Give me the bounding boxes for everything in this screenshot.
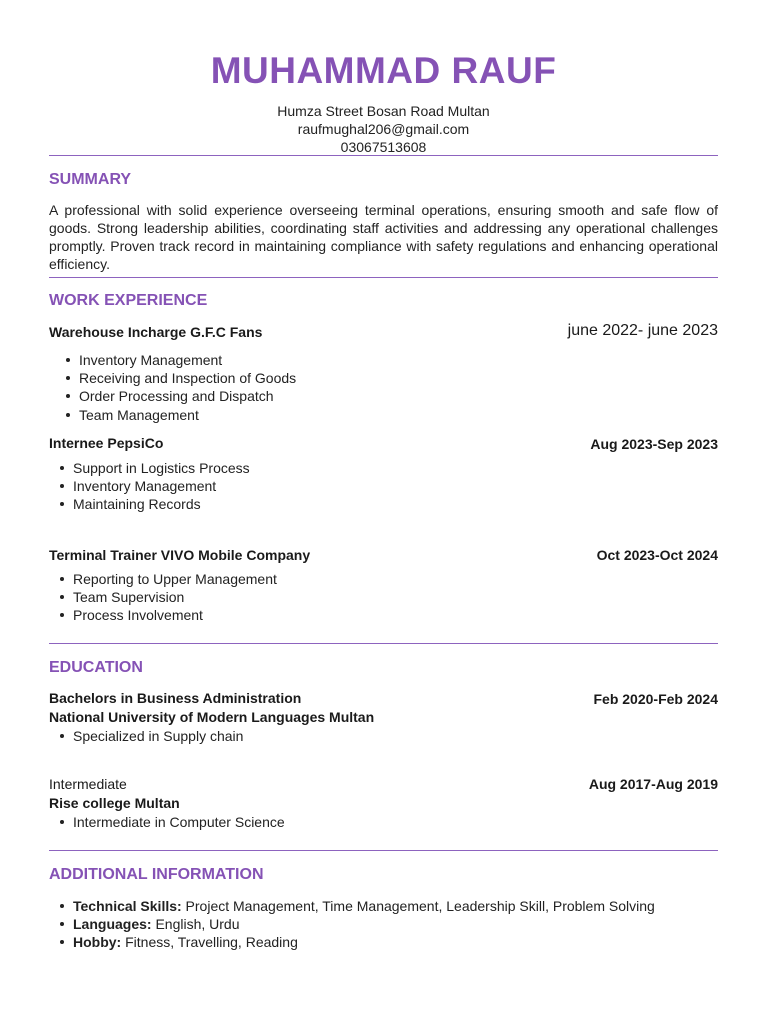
phone: 03067513608 [340, 139, 427, 155]
list-item: Team Management [79, 406, 296, 424]
job-dates: Aug 2023-Sep 2023 [590, 436, 718, 452]
email: raufmughal206@gmail.com [297, 121, 470, 137]
degree: Intermediate [49, 776, 127, 792]
summary-text: A professional with solid experience overseeing terminal operations, ensuring smooth and safe flow of goods. Strong leadership abilities, coordinating staff activities and addressing any operational challenges promptly. Proven track record in maintaining compliance with safety regulations and enhancing operational efficiency. [49, 202, 718, 272]
education-bullets [73, 813, 285, 831]
candidate-name: MUHAMMAD RAUF [210, 50, 557, 91]
job-bullets [73, 459, 250, 514]
divider-header [49, 155, 718, 156]
info-value: English, Urdu [151, 916, 240, 933]
education-heading: EDUCATION [49, 659, 143, 676]
list-item: Inventory Management [73, 477, 250, 495]
work-experience-heading: WORK EXPERIENCE [49, 292, 208, 309]
list-item: Support in Logistics Process [73, 460, 250, 476]
degree: Bachelors in Business Administration [49, 690, 302, 706]
education-bullets [73, 727, 243, 745]
info-key: Hobby: [73, 934, 122, 951]
school: National University of Modern Languages Multan [49, 709, 375, 725]
job-dates: Oct 2023-Oct 2024 [596, 547, 718, 563]
education-dates: Feb 2020-Feb 2024 [593, 691, 718, 707]
job-title: Warehouse Incharge G.F.C Fans [49, 324, 263, 340]
info-key: Languages: [73, 916, 152, 933]
job-bullets [73, 570, 277, 625]
additional-info-list [73, 897, 718, 952]
divider-summary [49, 277, 718, 278]
list-item: Specialized in Supply chain [73, 728, 244, 744]
divider-education [49, 850, 718, 851]
list-item: Maintaining Records [73, 495, 250, 513]
list-item [73, 897, 718, 915]
school: Rise college Multan [49, 795, 180, 811]
summary-heading: SUMMARY [49, 171, 132, 188]
list-item [73, 915, 718, 933]
address: Humza Street Bosan Road Multan [277, 103, 490, 119]
list-item: Receiving and Inspection of Goods [79, 370, 297, 387]
list-item: Reporting to Upper Management [73, 571, 277, 587]
list-item: Inventory Management [79, 351, 296, 369]
list-item: Process Involvement [73, 606, 277, 624]
info-key: Technical Skills: [73, 898, 182, 914]
list-item: Team Supervision [73, 588, 277, 606]
job-title: Internee PepsiCo [49, 435, 164, 451]
education-dates: Aug 2017-Aug 2019 [588, 776, 718, 792]
job-dates: june 2022- june 2023 [567, 322, 718, 339]
info-value: Fitness, Travelling, Reading [121, 934, 298, 951]
divider-work [49, 643, 718, 644]
list-item: Intermediate in Computer Science [73, 814, 285, 830]
info-value: Project Management, Time Management, Leadership Skill, Problem Solving [181, 898, 655, 914]
list-item: Order Processing and Dispatch [79, 387, 296, 405]
list-item [73, 933, 718, 951]
additional-info-heading: ADDITIONAL INFORMATION [49, 866, 264, 883]
job-title: Terminal Trainer VIVO Mobile Company [49, 547, 311, 563]
job-bullets [79, 351, 296, 424]
